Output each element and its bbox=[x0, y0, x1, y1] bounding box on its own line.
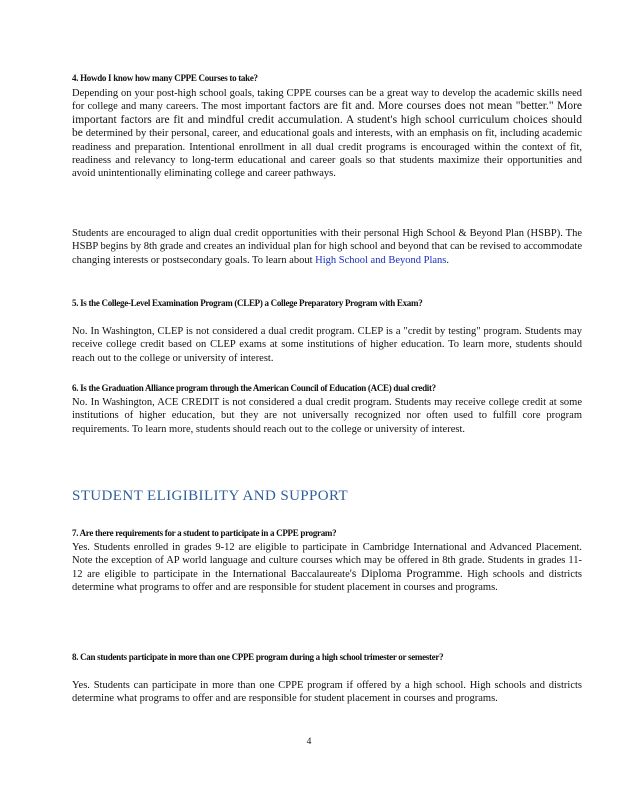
q4-paragraph-1: Depending on your post-high school goals, taking CPPE courses can be a great way to develop the academic skills need for college and many careers. The most important bbox=[72, 88, 582, 113]
question-6-heading: 6. Is the Graduation Alliance program through the American Council of Education (ACE) dual credit? bbox=[72, 383, 436, 393]
page-number: 4 bbox=[306, 737, 312, 747]
question-7-answer bbox=[72, 541, 582, 595]
section-title: STUDENT ELIGIBILITY AND SUPPORT bbox=[72, 488, 349, 504]
question-5-heading: 5. Is the College-Level Examination Program (CLEP) a College Preparatory Program with Exam? bbox=[72, 298, 423, 308]
q7-body-emphasis: 's Diploma Programme bbox=[349, 567, 460, 580]
q4-paragraph-2-end: . bbox=[446, 254, 450, 266]
q4-paragraph-1-rest: determined by their personal, career, and educational goals and interests, with an emphasis on fit, including academic readiness and preparation. Intentional enrollment in all dual credit programs is encouraged within the context of fit, readiness and relevancy to long-term educational and career goals so that students maximize their opportunities and avoid unintentionally eliminating college and career pathways. bbox=[72, 128, 582, 180]
question-6-answer: No. In Washington, ACE CREDIT is not considered a dual credit program. Students may receive college credit at some institutions of higher education, but they are not universally recognized nor often used to fulfill core program requirements. To learn more, students should reach out to the college or university of interest. bbox=[72, 397, 582, 435]
q7-body-a: Yes. Students enrolled in grades 9-12 are eligible to participate in Cambridge International and Advanced Placement. Note the exception of AP world language and culture courses which may be offered in 8th grade. Students in grades 11-12 are eligible to participate in the International Baccalaureate bbox=[72, 542, 582, 580]
hsbp-link[interactable]: High School and Beyond Plans bbox=[315, 254, 447, 266]
question-4-answer bbox=[72, 87, 582, 181]
question-8-answer: Yes. Students can participate in more than one CPPE program if offered by a high school. High schools and districts determine what programs to offer and are responsible for student placement in courses and programs. bbox=[72, 680, 582, 705]
question-4-answer-part-2 bbox=[72, 227, 582, 267]
q4-paragraph-1-emphasis: factors are fit and. More courses does not mean "better." More important factors are fit and mindful credit accumulation. A student's high school curriculum choices should be bbox=[72, 100, 583, 140]
question-8-heading: 8. Can students participate in more than one CPPE program during a high school trimester or semester? bbox=[72, 652, 444, 662]
question-5-answer: No. In Washington, CLEP is not considered a dual credit program. CLEP is a "credit by testing" program. Students may receive college credit based on CLEP exams at some institutions of higher education. To learn more, students should reach out to the college or university of interest. bbox=[72, 326, 582, 364]
q7-body-b: . High schools and districts determine what programs to offer and are responsible for student placement in courses and programs. bbox=[72, 568, 582, 594]
q4-paragraph-2: Students are encouraged to align dual credit opportunities with their personal High School & Beyond Plan (HSBP). The HSBP begins by 8th grade and creates an individual plan for high school and beyond that can be revised to accommodate changing interests or postsecondary goals. To learn about bbox=[72, 228, 582, 266]
question-4-heading: 4. Howdo I know how many CPPE Courses to take? bbox=[72, 73, 258, 83]
question-7-heading: 7. Are there requirements for a student to participate in a CPPE program? bbox=[72, 528, 337, 538]
